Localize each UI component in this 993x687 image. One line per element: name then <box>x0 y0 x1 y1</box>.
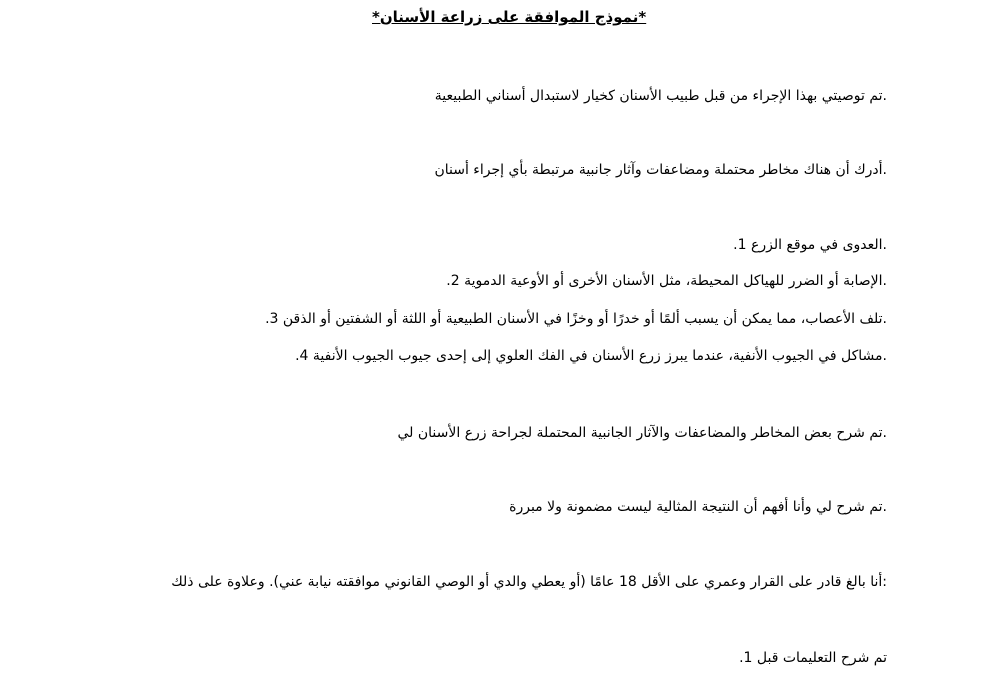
statement-no-guarantee: .تم شرح لي وأنا أفهم أن النتيجة المثالية ليست مضمونة ولا مبررة <box>509 499 887 515</box>
statement-risks: .أدرك أن هناك مخاطر محتملة ومضاعفات وآثار جانبية مرتبطة بأي إجراء أسنان <box>434 162 887 178</box>
risk-item-sinus: .مشاكل في الجيوب الأنفية، عندما يبرز زرع الأسنان في الفك العلوي إلى إحدى جيوب الجيوب الأنفية 4. <box>295 348 887 364</box>
statement-adult: :أنا بالغ قادر على القرار وعمري على الأقل 18 عامًا (أو يعطي والدي أو الوصي القانوني موافقته نيابة عني). وعلاوة على ذلك <box>171 574 887 590</box>
risk-item-injury: .الإصابة أو الضرر للهياكل المحيطة، مثل الأسنان الأخرى أو الأوعية الدموية 2. <box>446 273 887 289</box>
document-title: *نموذج الموافقة على زراعة الأسنان* <box>372 8 647 26</box>
risk-item-infection: .العدوى في موقع الزرع 1. <box>733 237 887 253</box>
risk-item-nerve-damage: .تلف الأعصاب، مما يمكن أن يسبب ألمًا أو خدرًا أو وخزًا في الأسنان الطبيعية أو اللثة أو الشفتين أو الذقن 3. <box>265 311 887 327</box>
statement-recommended: .تم توصيتي بهذا الإجراء من قبل طبيب الأسنان كخيار لاستبدال أسناني الطبيعية <box>434 88 887 104</box>
statement-explained-risks: .تم شرح بعض المخاطر والمضاعفات والآثار الجانبية المحتملة لجراحة زرع الأسنان لي <box>397 425 887 441</box>
instructions-item-1: تم شرح التعليمات قبل 1. <box>739 650 887 666</box>
